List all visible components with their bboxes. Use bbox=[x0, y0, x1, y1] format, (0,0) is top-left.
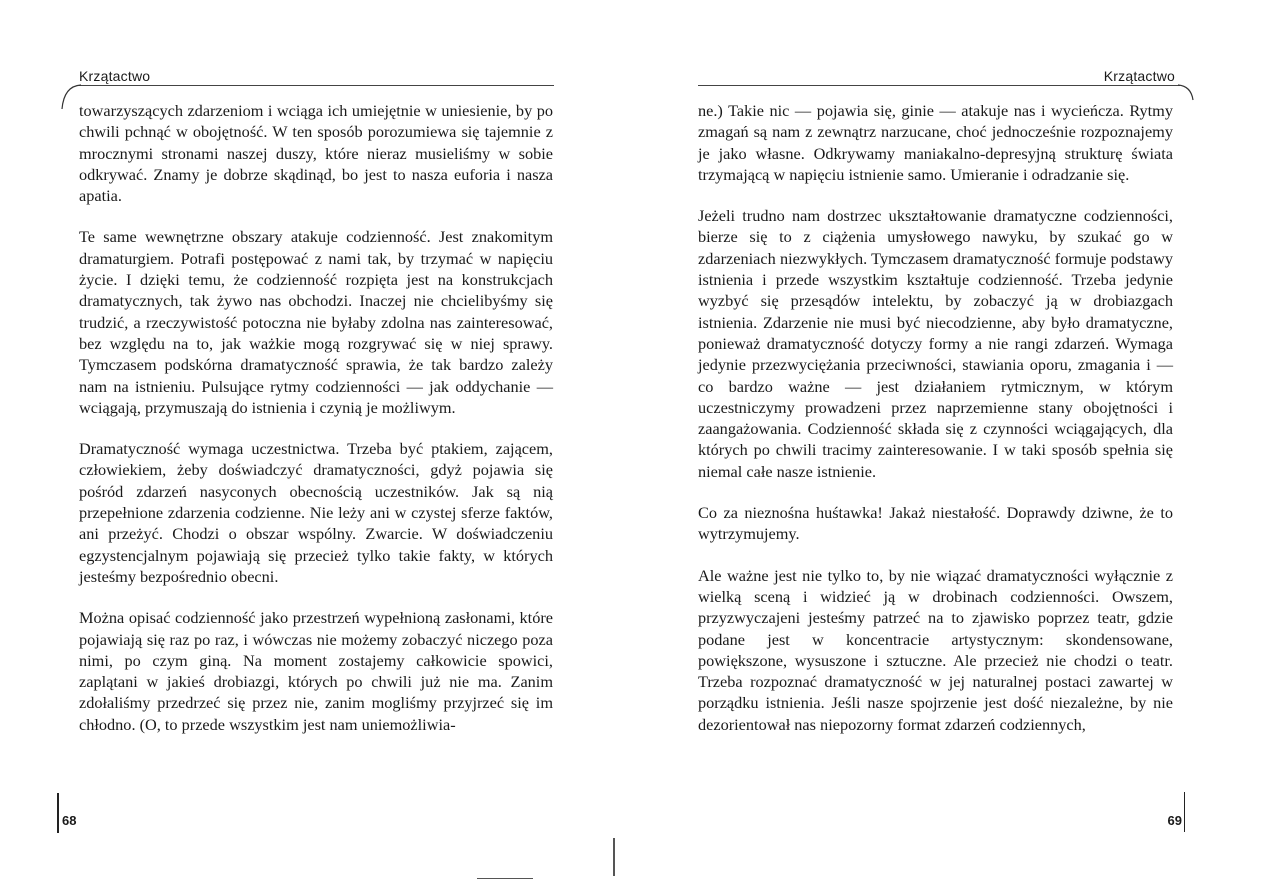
page-number-right: 69 bbox=[1167, 813, 1182, 828]
folio-bar-right bbox=[1184, 792, 1186, 832]
paragraph: Co za nieznośna huśtawka! Jakaż niestałość. Doprawdy dziwne, że to wytrzymujemy. bbox=[698, 503, 1173, 544]
paragraph: Jeżeli trudno nam dostrzec ukształtowanie dramatyczne codzienności, bierze się to z ciążenia umysłowego nawyku, by szukać go w zdarzeniach niezwykłych. Tymczasem dramatyczność formuje podstawy istnienia i przede wszystkim kształtuje codzienność. Trzeba jedynie wyzbyć się przesądów intelektu, by zobaczyć ją w drobiazgach istnienia. Zdarzenie nie musi być niecodzienne, aby było dramatyczne, ponieważ dramatyczność dotyczy formy a nie rangi zdarzeń. Wymaga jedynie przezwyciężania przeciwności, stawiania oporu, zmagania i — co bardzo ważne — jest działaniem rytmicznym, w którym uczestniczymy prowadzeni przez naprzemienne stany obojętności i zaangażowania. Codzienność składa się z czynności wciągających, dla których po chwili tracimy zainteresowanie. I w taki sposób spełnia się niemal całe nasze istnienie. bbox=[698, 206, 1173, 481]
paragraph: towarzyszących zdarzeniom i wciąga ich umiejętnie w uniesienie, by po chwili pchnąć w obojętność. W ten sposób porozumiewa się tajemnie z mrocznymi stronami naszej duszy, które nieraz musieliśmy w sobie odkrywać. Znamy je dobrze skądinąd, bo jest to nasza euforia i nasza apatia. bbox=[79, 101, 553, 206]
paragraph: Te same wewnętrzne obszary atakuje codzienność. Jest znakomitym dramaturgiem. Potrafi postępować z nami tak, by trzymać w napięciu życie. I dzięki temu, że codzienność rozpięta jest na konstrukcjach dramatycznych, tak żywo nas obchodzi. Inaczej nie chcielibyśmy się trudzić, a rzeczywistość potoczna nie byłaby zdolna nas zainteresować, bez względu na to, jak ważkie mogą rozgrywać się w niej sprawy. Tymczasem podskórna dramatyczność sprawia, że tak bardzo zależy nam na istnieniu. Pulsujące rytmy codzienności — jak oddychanie — wciągają, przymuszają do istnienia i czynią je możliwym. bbox=[79, 227, 553, 417]
page-number-left: 68 bbox=[62, 813, 77, 828]
folio-bar-left bbox=[57, 793, 59, 833]
running-head-right: Krzątactwo bbox=[1103, 68, 1175, 84]
gutter-underline-mark bbox=[477, 878, 533, 879]
right-page bbox=[631, 0, 1262, 894]
header-rule-left bbox=[79, 85, 554, 86]
body-text-right bbox=[698, 100, 1173, 735]
paragraph: Można opisać codzienność jako przestrzeń wypełnioną zasłonami, które pojawiają się raz po raz, i wówczas nie możemy zobaczyć niczego poza nimi, po czym giną. Na moment zostajemy całkowicie spowici, zaplątani w jakieś drobiazgi, których po chwili już nie ma. Zanim zdołaliśmy przedrzeć się przez nie, zanim mogliśmy przyjrzeć się im chłodno. (O, to przede wszystkim jest nam uniemożliwia- bbox=[79, 608, 553, 734]
paragraph: Ale ważne jest nie tylko to, by nie wiązać dramatyczności wyłącznie z wielką sceną i widzieć ją w drobinach codzienności. Owszem, przyzwyczajeni jesteśmy patrzeć na to zjawisko poprzez teatr, gdzie podane jest w koncentracie artystycznym: skondensowane, powiększone, wysuszone i sztuczne. Ale przecież nie chodzi o teatr. Trzeba rozpoznać dramatyczność w jej naturalnej postaci zawartej w porządku istnienia. Jeśli nasze spojrzenie jest dość niezależne, by nie dezorientował nas niepozorny format zdarzeń codziennych, bbox=[698, 565, 1173, 734]
header-corner-curve-right bbox=[1177, 84, 1197, 104]
body-text-left bbox=[79, 100, 553, 735]
gutter-line-mark bbox=[613, 838, 615, 876]
header-rule-right bbox=[698, 85, 1180, 86]
paragraph: Dramatyczność wymaga uczestnictwa. Trzeba być ptakiem, zającem, człowiekiem, żeby doświadczyć dramatyczności, gdyż pojawia się pośród zdarzeń nasyconych obecnością uczestników. Jak są nią przepełnione zdarzenia codzienne. Nie leży ani w czystej sferze faktów, ani przeżyć. Chodzi o obszar wspólny. Zwarcie. W doświadczeniu egzystencjalnym pojawiają się przecież tylko takie fakty, w których jesteśmy bezpośrednio obecni. bbox=[79, 439, 553, 586]
running-head-left: Krzątactwo bbox=[79, 68, 151, 84]
paragraph: ne.) Takie nic — pojawia się, ginie — atakuje nas i wycieńcza. Rytmy zmagań są nam z zewnątrz narzucane, choć jednocześnie rozpoznajemy je jako własne. Odkrywamy maniakalno-depresyjną strukturę świata trzymającą w napięciu istnienie samo. Umieranie i odradzanie się. bbox=[698, 101, 1173, 184]
